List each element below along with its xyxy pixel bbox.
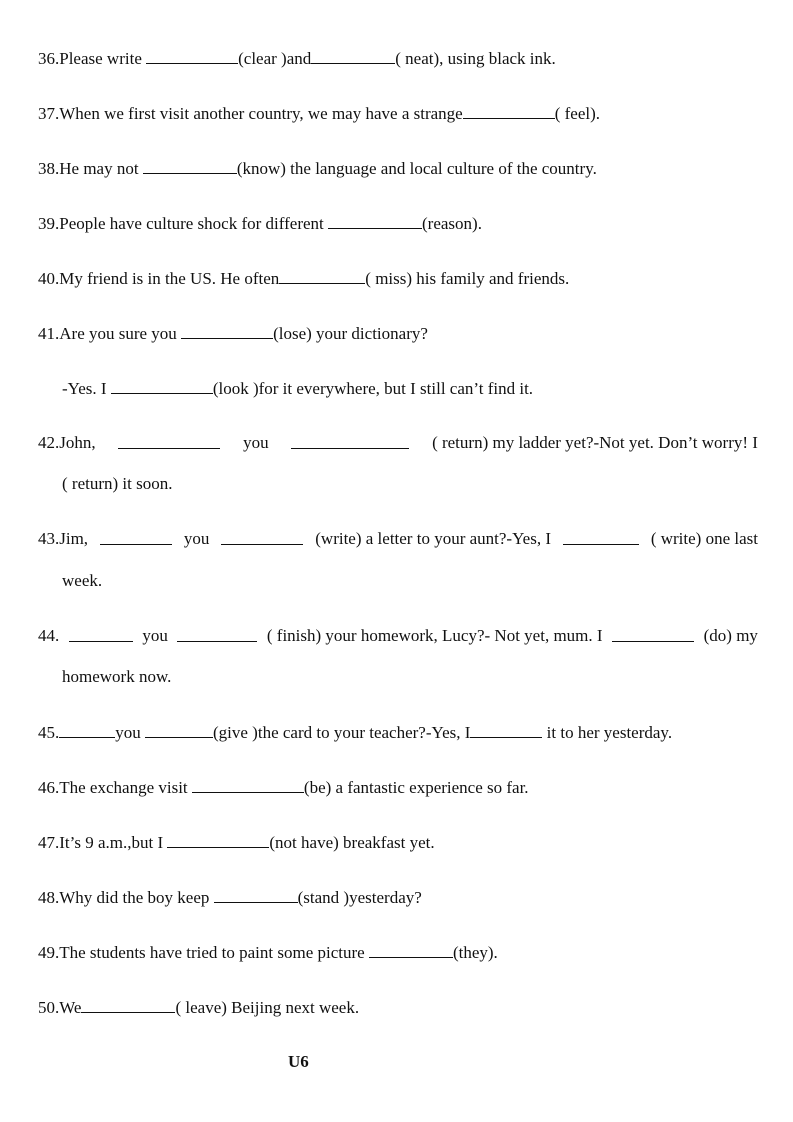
question-36: 36.Please write (clear )and ( neat), using black ink. [38, 49, 556, 68]
answer-blank[interactable] [143, 158, 237, 174]
answer-blank[interactable] [181, 323, 273, 339]
question-42-continuation: ( return) it soon. [62, 474, 173, 493]
question-42: 42.John, you ( return) my ladder yet?-Not yet. Don’t worry! I [38, 433, 758, 452]
question-38: 38.He may not (know) the language and local culture of the country. [38, 159, 597, 178]
question-41: 41.Are you sure you (lose) your dictionary? [38, 324, 428, 343]
question-40: 40.My friend is in the US. He often ( miss) his family and friends. [38, 269, 570, 288]
answer-blank[interactable] [111, 378, 213, 394]
question-39: 39.People have culture shock for different (reason). [38, 214, 482, 233]
question-50: 50.We ( leave) Beijing next week. [38, 998, 360, 1017]
unit-label: U6 [288, 1052, 309, 1071]
question-43-continuation: week. [62, 571, 103, 590]
answer-blank[interactable] [177, 626, 257, 642]
question-41-reply: -Yes. I (look )for it everywhere, but I still can’t find it. [62, 379, 534, 398]
answer-blank[interactable] [118, 433, 220, 449]
answer-blank[interactable] [59, 722, 115, 738]
answer-blank[interactable] [192, 777, 304, 793]
answer-blank[interactable] [328, 213, 422, 229]
question-47: 47.It’s 9 a.m.,but I (not have) breakfast yet. [38, 833, 435, 852]
answer-blank[interactable] [146, 48, 238, 64]
answer-blank[interactable] [145, 722, 213, 738]
answer-blank[interactable] [221, 529, 303, 545]
answer-blank[interactable] [311, 48, 395, 64]
answer-blank[interactable] [470, 722, 542, 738]
question-48: 48.Why did the boy keep (stand )yesterday? [38, 888, 422, 907]
answer-blank[interactable] [369, 942, 453, 958]
answer-blank[interactable] [81, 997, 175, 1013]
answer-blank[interactable] [279, 268, 365, 284]
answer-blank[interactable] [612, 626, 694, 642]
question-44-continuation: homework now. [62, 667, 172, 686]
question-43: 43.Jim, you (write) a letter to your aunt?-Yes, I ( write) one last [38, 529, 758, 548]
answer-blank[interactable] [214, 887, 298, 903]
answer-blank[interactable] [167, 832, 269, 848]
question-46: 46.The exchange visit (be) a fantastic experience so far. [38, 778, 529, 797]
answer-blank[interactable] [563, 529, 639, 545]
question-49: 49.The students have tried to paint some picture (they). [38, 943, 498, 962]
answer-blank[interactable] [291, 433, 409, 449]
question-44: 44. you ( finish) your homework, Lucy?- Not yet, mum. I (do) my [38, 626, 758, 645]
answer-blank[interactable] [463, 103, 555, 119]
answer-blank[interactable] [69, 626, 133, 642]
answer-blank[interactable] [100, 529, 172, 545]
question-37: 37.When we first visit another country, we may have a strange ( feel). [38, 104, 601, 123]
question-45: 45. you (give )the card to your teacher?-Yes, I it to her yesterday. [38, 723, 673, 742]
